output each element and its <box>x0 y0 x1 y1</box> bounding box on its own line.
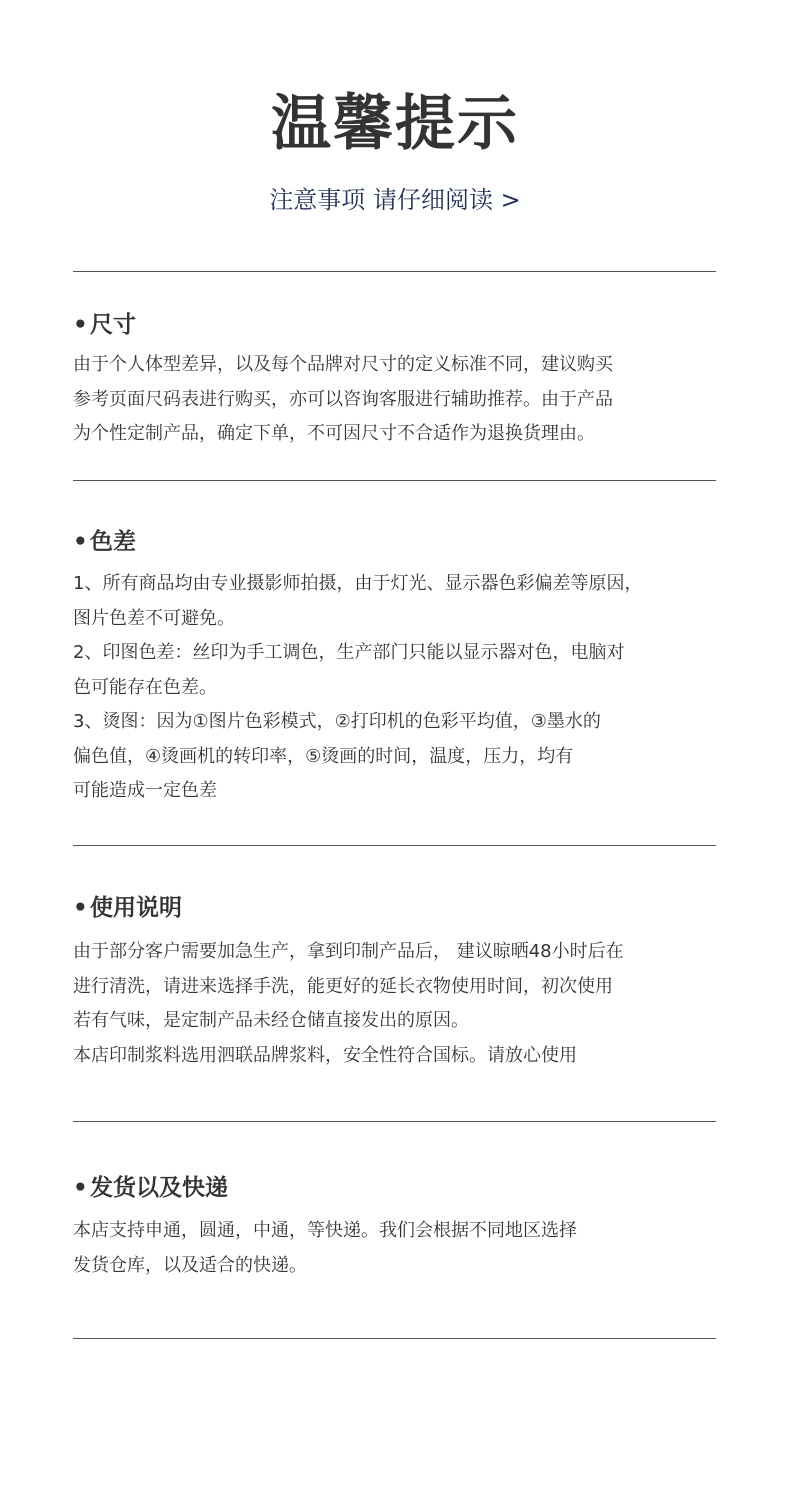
body-line: 进行清洗，请进来选择手洗，能更好的延长衣物使用时间，初次使用 <box>73 975 613 997</box>
page-title: 温馨提示 <box>271 89 519 159</box>
body-line: 为个性定制产品，确定下单，不可因尺寸不合适作为退换货理由。 <box>73 423 595 444</box>
divider <box>73 845 716 846</box>
section-title: 使用说明 <box>90 895 182 921</box>
body-line: 由于部分客户需要加急生产，拿到印制产品后， 建议晾晒48小时后在 <box>73 941 624 962</box>
section-heading-usage <box>73 893 182 923</box>
body-line: 参考页面尺码表进行购买，亦可以咨询客服进行辅助推荐。由于产品 <box>73 388 613 410</box>
body-line: 可能造成一定色差 <box>73 780 217 801</box>
body-line: 1、所有商品均由专业摄影师拍摄，由于灯光、显示器色彩偏差等原因， <box>73 573 643 594</box>
bullet-icon: • <box>73 1175 88 1201</box>
section-body-usage <box>73 935 718 1073</box>
divider <box>73 1338 716 1339</box>
bullet-icon: • <box>73 312 88 338</box>
body-line: 色可能存在色差。 <box>73 676 217 698</box>
bullet-icon: • <box>73 895 88 921</box>
body-line: 图片色差不可避免。 <box>73 607 235 629</box>
body-line: 由于个人体型差异，以及每个品牌对尺寸的定义标准不同，建议购买 <box>73 354 613 375</box>
section-body-color <box>73 567 718 809</box>
section-title: 发货以及快递 <box>90 1175 228 1201</box>
section-heading-size <box>73 310 136 340</box>
page-subtitle[interactable]: 注意事项 请仔细阅读 > <box>269 186 521 214</box>
divider <box>73 480 716 481</box>
section-title: 尺寸 <box>90 312 136 338</box>
divider <box>73 271 716 272</box>
divider <box>73 1121 716 1122</box>
section-heading-color <box>73 527 136 557</box>
body-line: 本店支持申通，圆通，中通，等快递。我们会根据不同地区选择 <box>73 1220 577 1241</box>
section-title: 色差 <box>90 529 136 555</box>
body-line: 3、烫图：因为①图片色彩模式，②打印机的色彩平均值，③墨水的 <box>73 711 601 732</box>
body-line: 2、印图色差：丝印为手工调色，生产部门只能以显示器对色，电脑对 <box>73 642 625 663</box>
body-line: 偏色值，④烫画机的转印率，⑤烫画的时间，温度，压力，均有 <box>73 745 574 767</box>
section-body-size <box>73 348 718 452</box>
body-line: 若有气味，是定制产品未经仓储直接发出的原因。 <box>73 1010 469 1031</box>
section-body-shipping <box>73 1214 718 1283</box>
section-heading-shipping <box>73 1173 228 1203</box>
bullet-icon: • <box>73 529 88 555</box>
body-line: 本店印制浆料选用泗联品牌浆料，安全性符合国标。请放心使用 <box>73 1044 577 1066</box>
body-line: 发货仓库，以及适合的快递。 <box>73 1254 307 1276</box>
